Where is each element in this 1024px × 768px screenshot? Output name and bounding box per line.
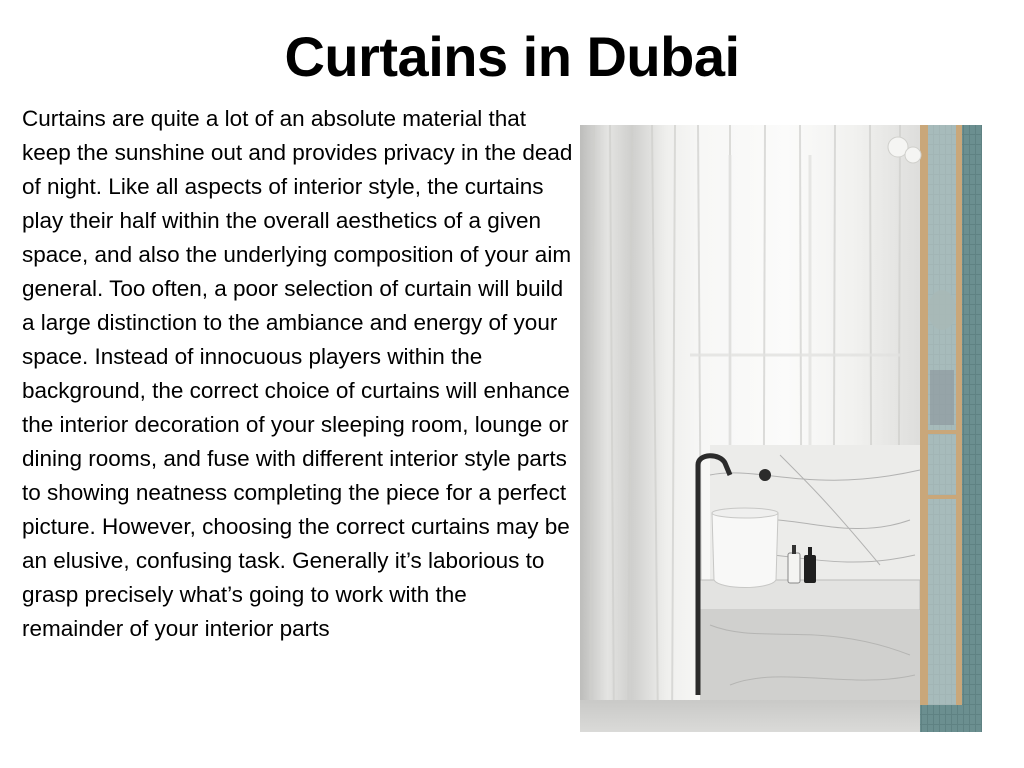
slide-title: Curtains in Dubai [284, 25, 740, 88]
body-paragraph: Curtains are quite a lot of an absolute material that keep the sunshine out and provides privacy in the dead of night. Like all aspects of interior style, the curtains play their half within the overall aesthetics of a given space, and also the underlying composition of your aim general. Too often, a poor selection of curtain will build a large distinction to the ambiance and energy of your space. Instead of innocuous players within the background, the correct choice of curtains will enhance the interior decoration of your sleeping room, lounge or dining rooms, and fuse with different interior style parts to showing neatness completing the piece for a perfect picture. However, choosing the correct curtains may be an elusive, confusing task. Generally it’s laborious to grasp precisely what’s going to work with the remainder of your interior parts [22, 106, 573, 641]
bathroom-photo [580, 125, 982, 732]
